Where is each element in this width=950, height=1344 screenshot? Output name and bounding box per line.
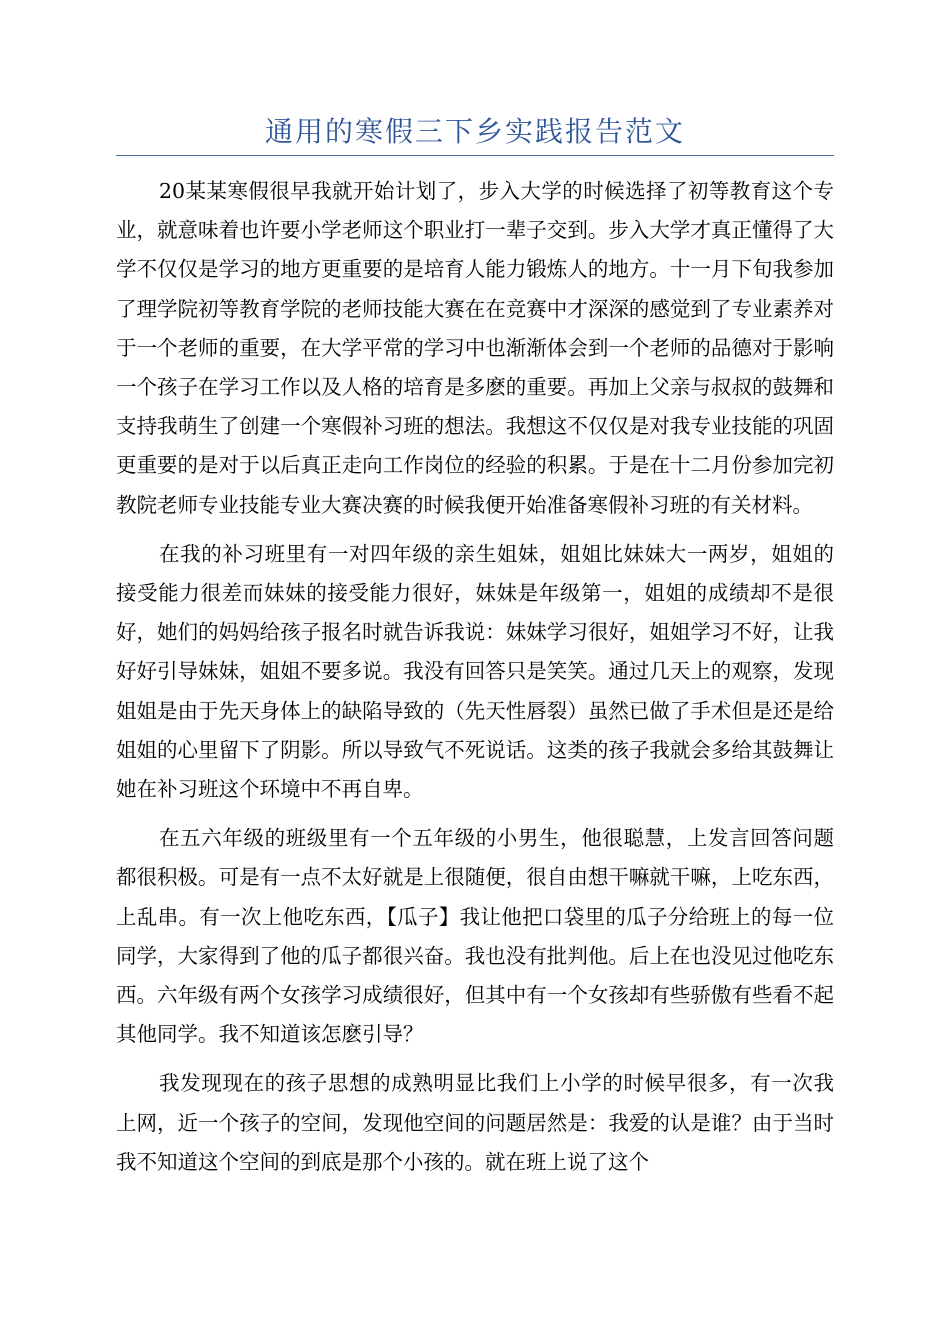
paragraph-2: 在我的补习班里有一对四年级的亲生姐妹，姐姐比妹妹大一两岁，姐姐的接受能力很差而妹妹的接受能力很好，妹妹是年级第一，姐姐的成绩却不是很好，她们的妈妈给孩子报名时就告诉我说：妹妹学习很好，姐姐学习不好，让我好好引导妹妹，姐姐不要多说。我没有回答只是笑笑。通过几天上的观察，发现姐姐是由于先天身体上的缺陷导致的（先天性唇裂）虽然已做了手术但是还是给姐姐的心里留下了阴影。所以导致气不死说话。这类的孩子我就会多给其鼓舞让她在补习班这个环境中不再自卑。 <box>116 541 834 802</box>
title-underline <box>116 155 834 156</box>
document-body <box>116 172 834 1192</box>
paragraph-4: 我发现现在的孩子思想的成熟明显比我们上小学的时候早很多，有一次我上网，近一个孩子的空间，发现他空间的问题居然是：我爱的认是谁？由于当时我不知道这个空间的到底是那个小孩的。就在班上说了这个 <box>116 1071 834 1174</box>
document-title: 通用的寒假三下乡实践报告范文 <box>264 115 685 148</box>
paragraph-1: 20某某寒假很早我就开始计划了，步入大学的时候选择了初等教育这个专业，就意味着也许要小学老师这个职业打一辈子交到。步入大学才真正懂得了大学不仅仅是学习的地方更重要的是培育人能力锻炼人的地方。十一月下旬我参加了理学院初等教育学院的老师技能大赛在在竞赛中才深深的感觉到了专业素养对于一个老师的重要，在大学平常的学习中也渐渐体会到一个老师的品德对于影响一个孩子在学习工作以及人格的培育是多麽的重要。再加上父亲与叔叔的鼓舞和支持我萌生了创建一个寒假补习班的想法。我想这不仅仅是对我专业技能的巩固更重要的是对于以后真正走向工作岗位的经验的积累。于是在十二月份参加完初教院老师专业技能专业大赛决赛的时候我便开始准备寒假补习班的有关材料。 <box>116 179 834 517</box>
paragraph-3: 在五六年级的班级里有一个五年级的小男生，他很聪慧，上发言回答问题都很积极。可是有一点不太好就是上很随便，很自由想干嘛就干嘛，上吃东西，上乱串。有一次上他吃东西，【瓜子】我让他把口袋里的瓜子分给班上的每一位同学，大家得到了他的瓜子都很兴奋。我也没有批判他。后上在也没见过他吃东西。六年级有两个女孩学习成绩很好，但其中有一个女孩却有些骄傲有些看不起其他同学。我不知道该怎麽引导？ <box>116 826 834 1047</box>
